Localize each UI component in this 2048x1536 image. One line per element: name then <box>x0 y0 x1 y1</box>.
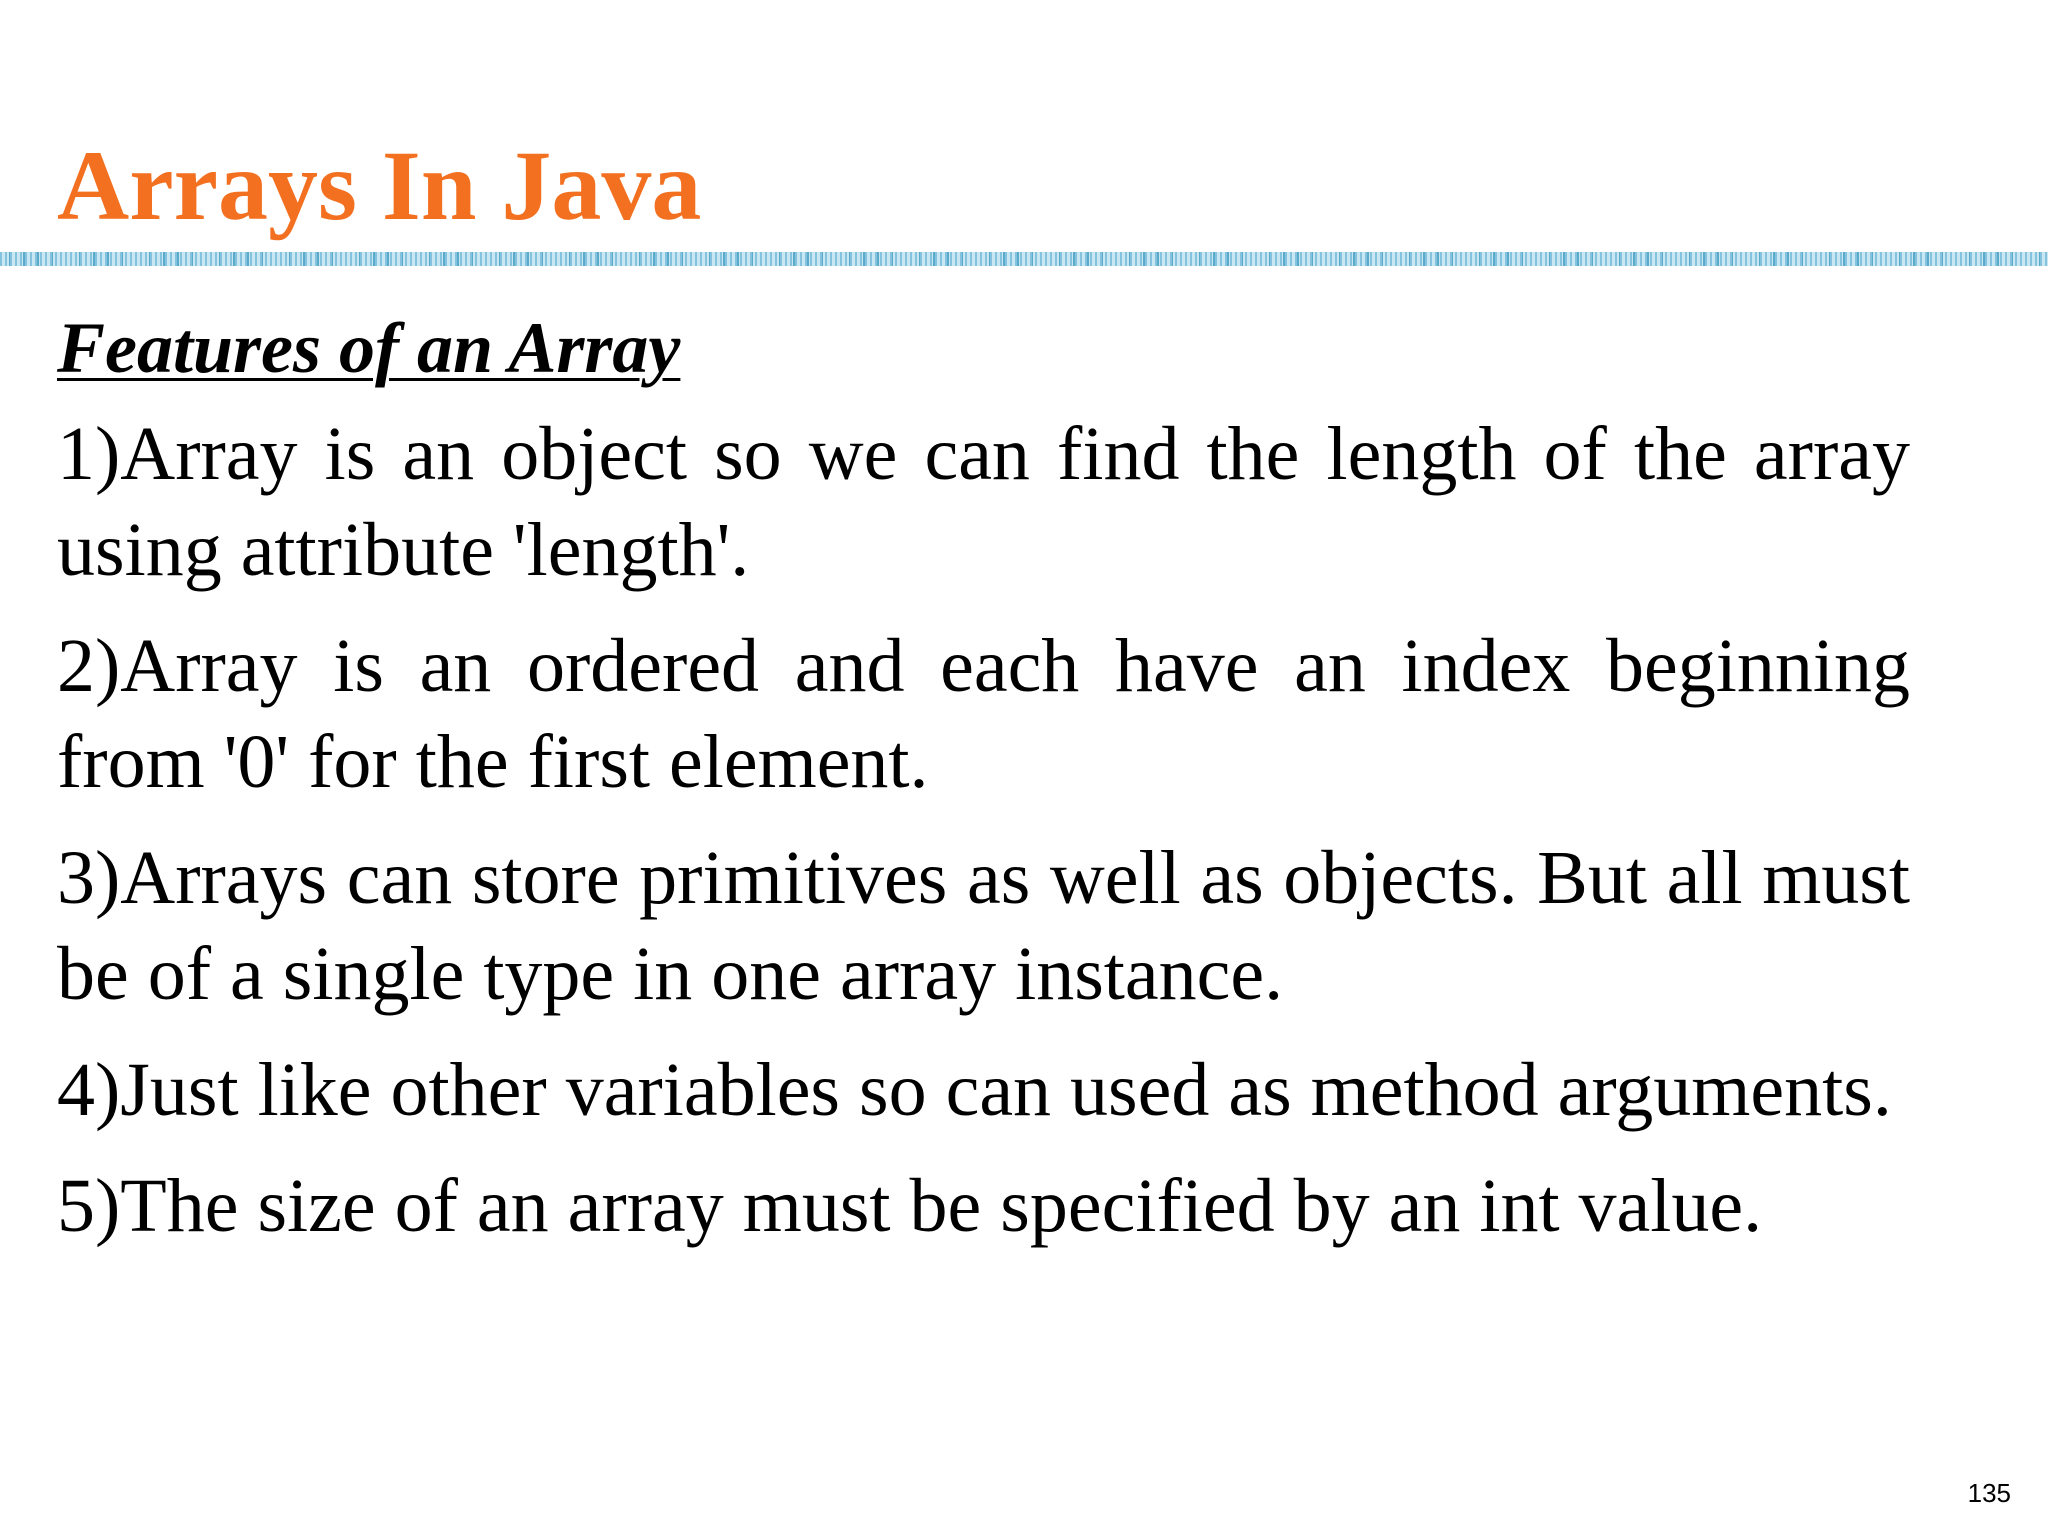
slide-title: Arrays In Java <box>57 130 702 241</box>
feature-item-1: 1)Array is an object so we can find the length of the array using attribute 'length'. <box>57 412 1910 592</box>
feature-item-3: 3)Arrays can store primitives as well as objects. But all must be of a single type in one array instance. <box>57 836 1910 1016</box>
slide-content <box>57 296 1910 1274</box>
page-number: 135 <box>1967 1478 2011 1508</box>
feature-item-5: 5)The size of an array must be specified by an int value. <box>57 1164 1763 1248</box>
feature-item-4: 4)Just like other variables so can used as method arguments. <box>57 1048 1892 1132</box>
feature-item-2: 2)Array is an ordered and each have an index beginning from '0' for the first element. <box>57 624 1910 804</box>
section-heading: Features of an Array <box>57 308 681 388</box>
title-divider <box>0 252 2048 266</box>
feature-list <box>57 406 1910 1254</box>
